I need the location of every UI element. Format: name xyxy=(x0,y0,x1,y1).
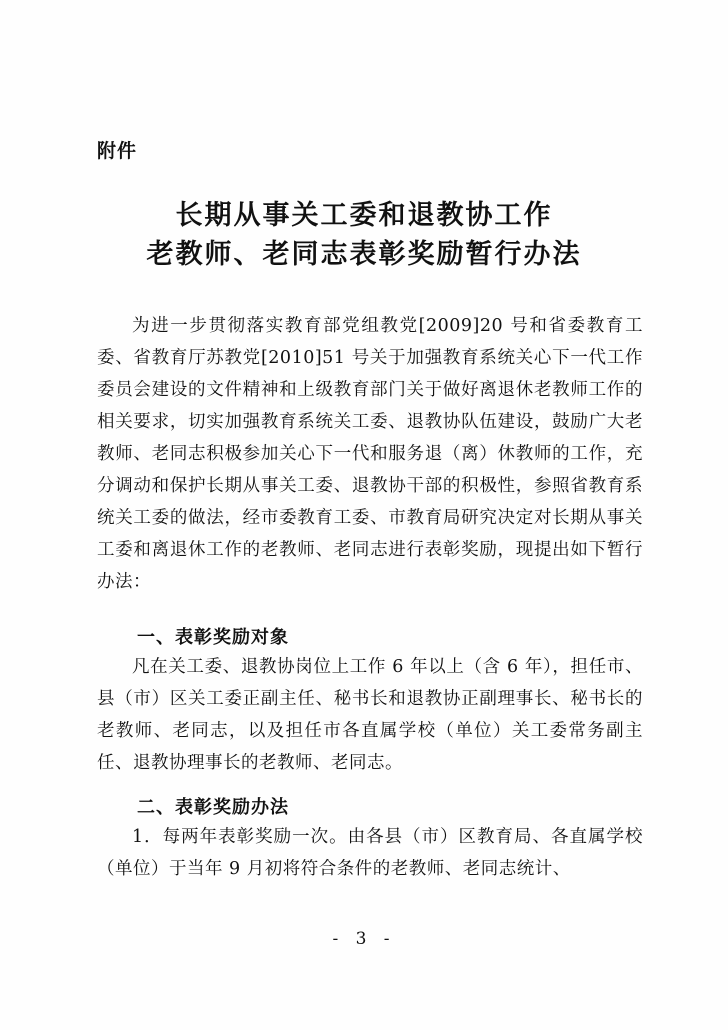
intro-paragraph: 为进一步贯彻落实教育部党组教党[2009]20 号和省委教育工委、省教育厅苏教党[2010]51 号关于加强教育系统关心下一代工作委员会建设的文件精神和上级教育部门关于做好离退休老教师工作的相关要求，切实加强教育系统关工委、退教协队伍建设，鼓励广大老教师、老同志积极参加关心下一代和服务退（离）休教师的工作，充分调动和保护长期从事关工委、退教协干部的积极性，参照省教育系统关工委的做法，经市委教育工委、市教育局研究决定对长期从事关工委和离退休工作的老教师、老同志进行表彰奖励，现提出如下暂行办法： xyxy=(97,316,643,592)
page-number: - 3 - xyxy=(332,929,396,949)
document-title-line-2: 老教师、老同志表彰奖励暂行办法 xyxy=(146,239,582,270)
section-heading-recipients: 一、表彰奖励对象 xyxy=(137,627,289,648)
document-title-line-1: 长期从事关工委和退教协工作 xyxy=(175,200,553,231)
section-heading-methods: 二、表彰奖励办法 xyxy=(137,797,289,818)
section-body-methods: 1．每两年表彰奖励一次。由各县（市）区教育局、各直属学校（单位）于当年 9 月初将符合条件的老教师、老同志统计、 xyxy=(97,827,643,879)
section-body-recipients: 凡在关工委、退教协岗位上工作 6 年以上（含 6 年），担任市、县（市）区关工委正副主任、秘书长和退教协正副理事长、秘书长的老教师、老同志，以及担任市各直属学校（单位）关工委常务副主任、退教协理事长的老教师、老同志。 xyxy=(97,657,643,773)
attachment-label: 附件 xyxy=(97,140,138,162)
